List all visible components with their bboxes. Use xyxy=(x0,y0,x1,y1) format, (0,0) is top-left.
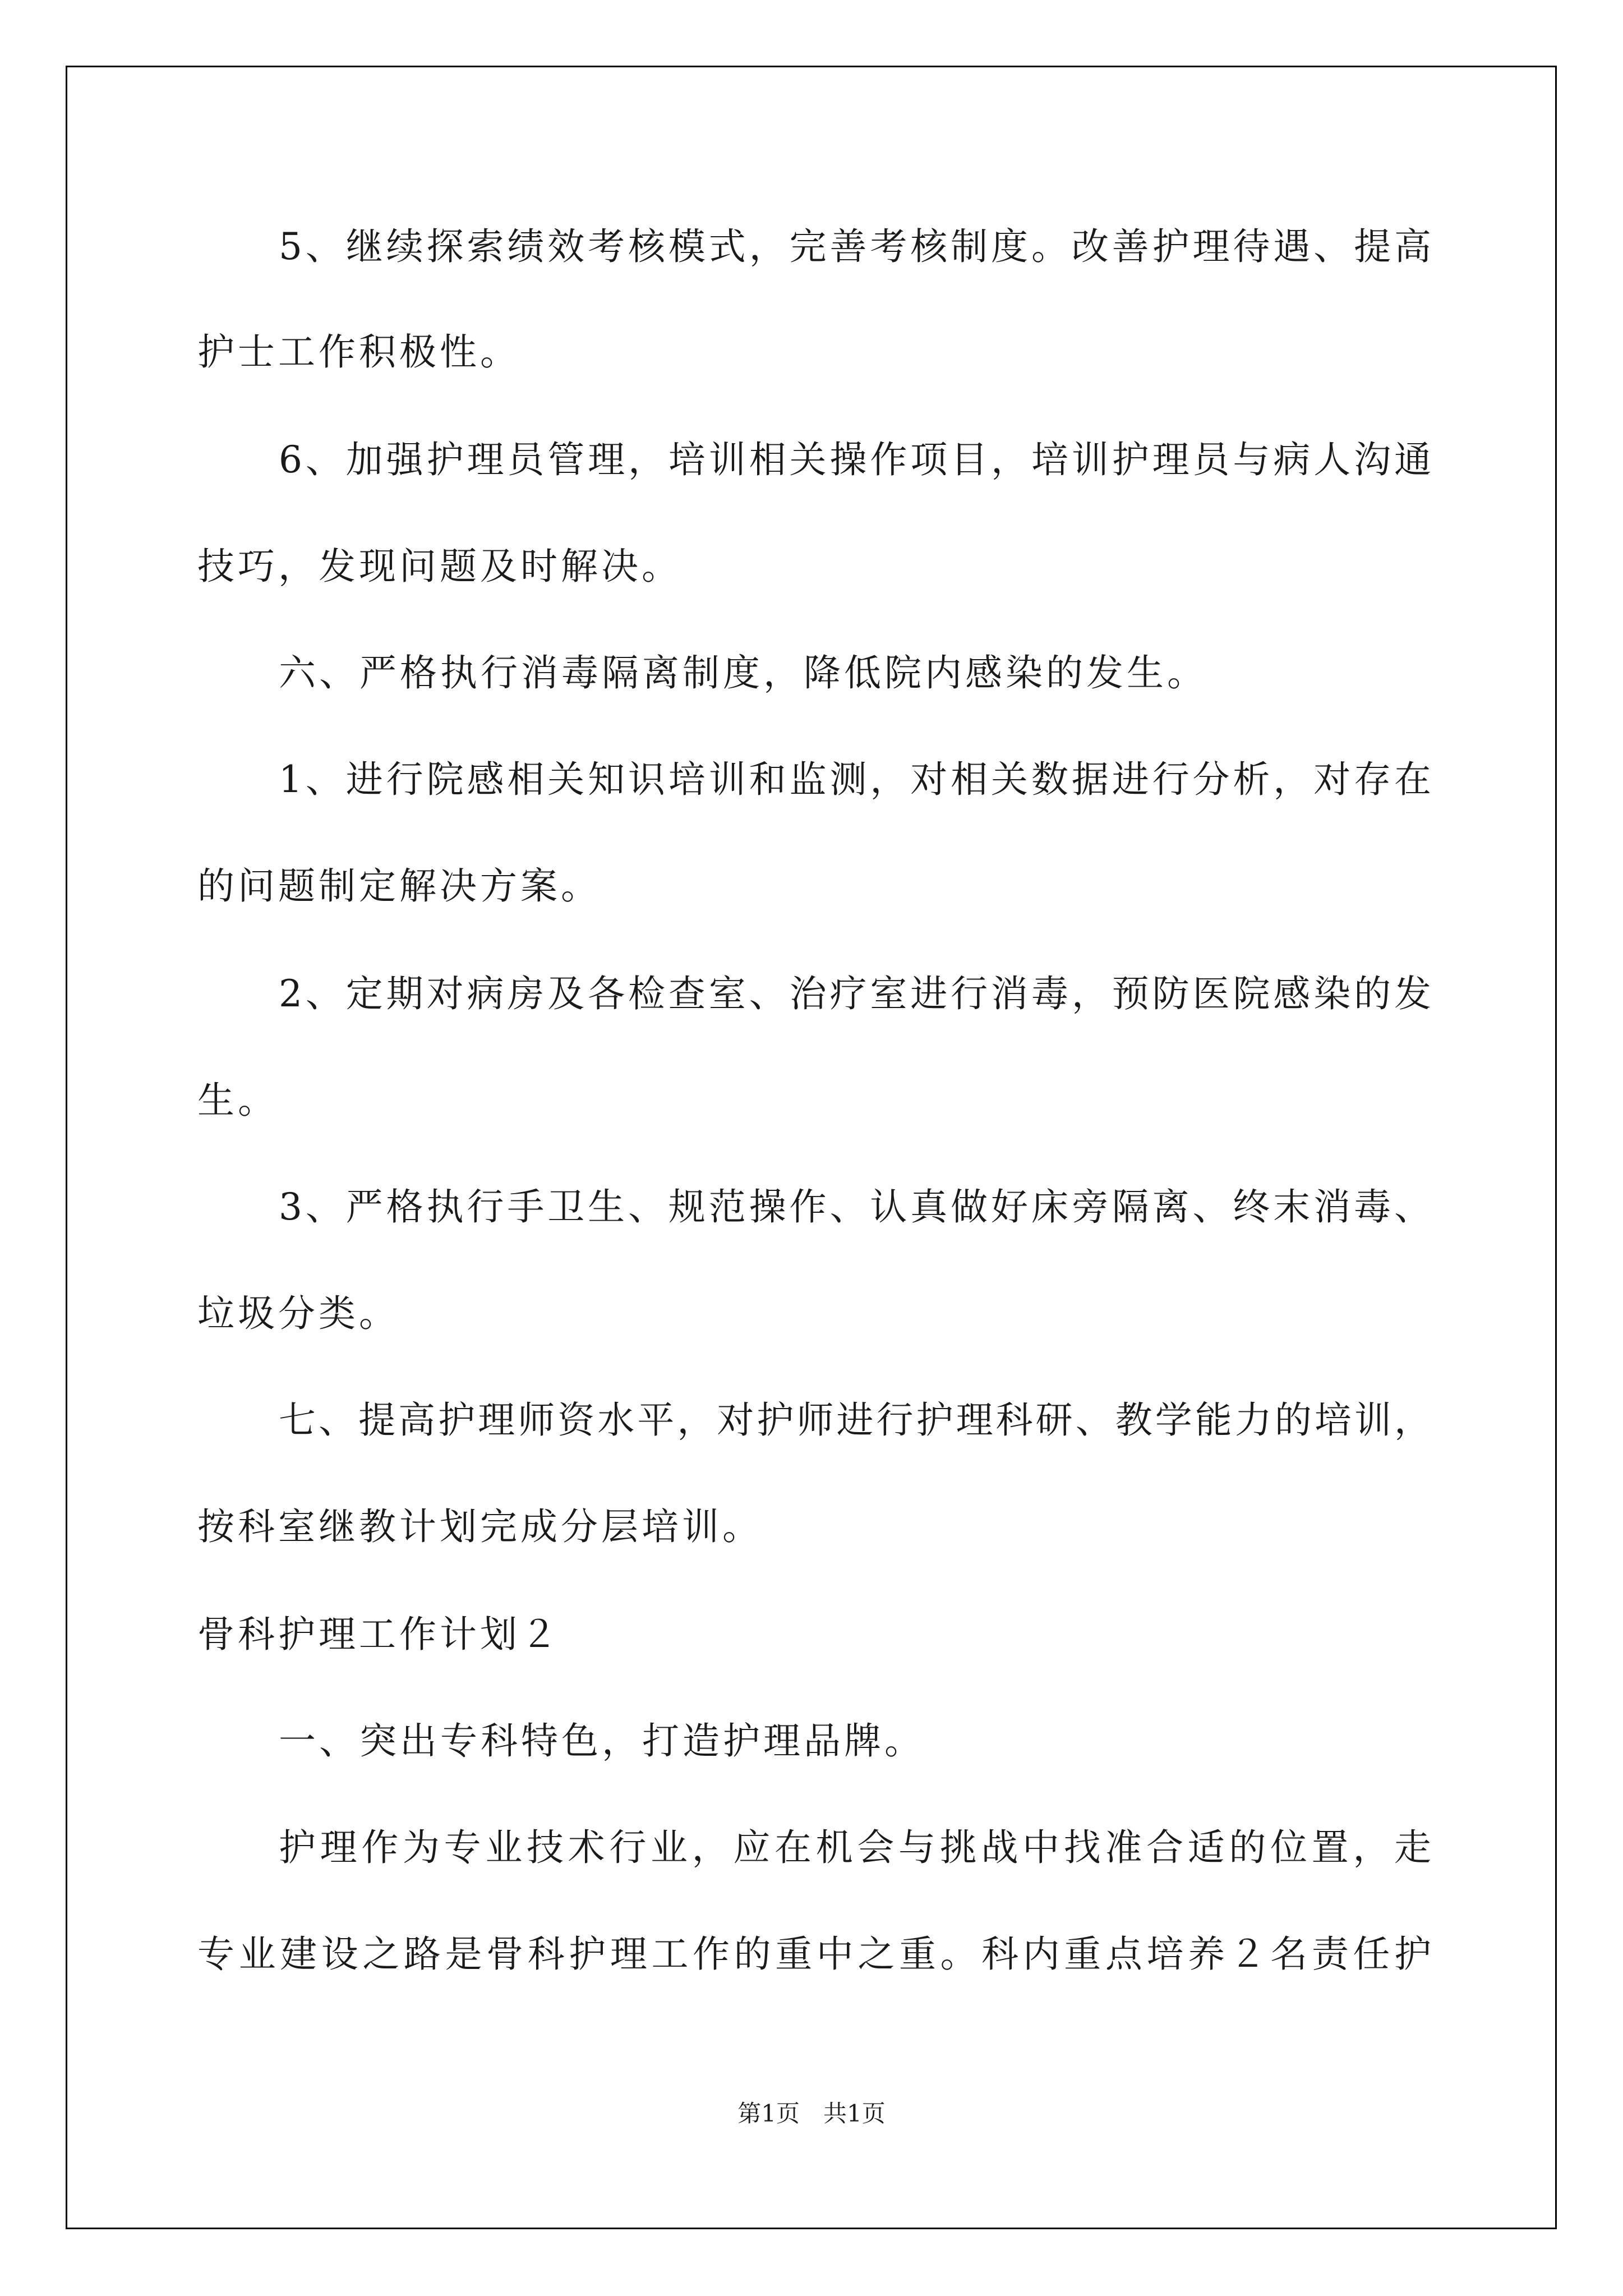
body-line-2: 专业建设之路是骨科护理工作的重中之重。科内重点培养２名责任护 xyxy=(197,1932,1431,1976)
item-3-line-1: 3、严格执行手卫生、规范操作、认真做好床旁隔离、终末消毒、 xyxy=(279,1185,1431,1228)
para-6-line-2: 技巧，发现问题及时解决。 xyxy=(197,545,682,588)
page-footer: 第1页 共1页 xyxy=(737,2100,886,2127)
section-1-heading: 一、突出专科特色，打造护理品牌。 xyxy=(279,1719,925,1763)
para-5-line-1: 5、继续探索绩效考核模式，完善考核制度。改善护理待遇、提高 xyxy=(279,225,1431,268)
section-7-line-2: 按科室继教计划完成分层培训。 xyxy=(197,1505,763,1548)
item-3-line-2: 垃圾分类。 xyxy=(197,1292,399,1335)
item-2-line-2: 生。 xyxy=(197,1079,278,1122)
para-5-line-2: 护士工作积极性。 xyxy=(197,330,520,374)
item-2-line-1: 2、定期对病房及各检查室、治疗室进行消毒，预防医院感染的发 xyxy=(279,972,1431,1015)
item-1-line-1: 1、进行院感相关知识培训和监测，对相关数据进行分析，对存在 xyxy=(279,758,1431,801)
section-6-heading: 六、严格执行消毒隔离制度，降低院内感染的发生。 xyxy=(279,651,1207,694)
document-title: 骨科护理工作计划２ xyxy=(197,1613,561,1656)
page-border xyxy=(66,66,1557,2229)
para-6-line-1: 6、加强护理员管理，培训相关操作项目，培训护理员与病人沟通 xyxy=(279,438,1431,481)
item-1-line-2: 的问题制定解决方案。 xyxy=(197,864,601,908)
body-line-1: 护理作为专业技术行业，应在机会与挑战中找准合适的位置，走 xyxy=(279,1826,1431,1869)
section-7-line-1: 七、提高护理师资水平，对护师进行护理科研、教学能力的培训， xyxy=(279,1398,1431,1442)
